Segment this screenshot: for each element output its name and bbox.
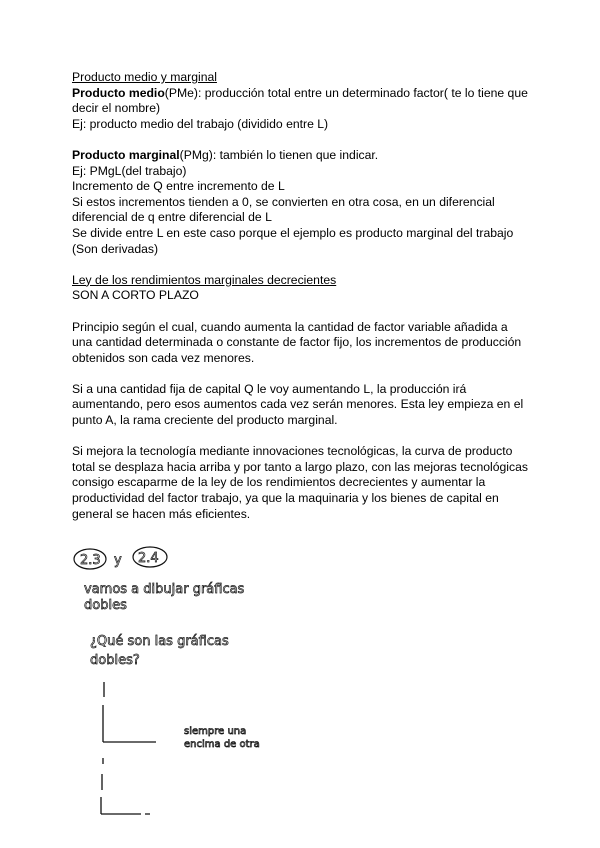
upper-graph-axis-y xyxy=(103,682,104,742)
hand-line-3: ¿Qué son las gráficas xyxy=(90,634,229,649)
pmg-line-4: Si estos incrementos tienden a 0, se convierten en otra cosa, en un diferencial xyxy=(72,194,495,209)
hand-line-2: dobles xyxy=(84,598,127,613)
pmg-definition: (PMg): también lo tienen que indicar. xyxy=(179,147,379,162)
p2-line-1: Si a una cantidad fija de capital Q le voy aumentando L, la producción irá xyxy=(72,381,467,396)
p3-line-1: Si mejora la tecnología mediante innovaciones tecnológicas, la curva de producto xyxy=(72,444,513,459)
pmg-line-6: Se divide entre L en este caso porque el ejemplo es producto marginal del trabajo xyxy=(72,225,514,240)
circle-2-3-label: 2.3 xyxy=(80,553,101,568)
hand-note-1: siempre una xyxy=(184,726,247,737)
hand-line-1: vamos a dibujar gráficas xyxy=(84,582,245,597)
pmg-term: Producto marginal xyxy=(72,147,180,162)
p1-line-2: una cantidad determinada o constante de factor fijo, los incrementos de producción xyxy=(72,335,522,350)
lower-graph-axis-y xyxy=(101,758,103,814)
hand-note-2: encima de otra xyxy=(184,739,260,750)
p1-line-3: obtenidos son cada vez menores. xyxy=(72,350,255,365)
pme-line-3: Ej: producto medio del trabajo (dividido entre L) xyxy=(72,116,329,131)
p3-line-5: general se hacen más eficientes. xyxy=(72,506,251,521)
pme-term: Producto medio xyxy=(72,85,165,100)
section-title-ley: Ley de los rendimientos marginales decrecientes xyxy=(72,272,337,287)
pmg-line-7: (Son derivadas) xyxy=(72,241,159,256)
pme-definition: (PMe): producción total entre un determinado factor( te lo tiene que xyxy=(164,85,528,100)
p2-line-2: aumentando, pero esos aumentos cada vez serán menores. Esta ley empieza en el xyxy=(72,397,524,412)
pmg-line-2: Ej: PMgL(del trabajo) xyxy=(72,163,187,178)
p3-line-4: productividad del factor trabajo, ya que la maquinaria y los bienes de capital en xyxy=(72,491,499,506)
p3-line-3: consigo escaparme de la ley de los rendimientos decrecientes y aumentar la xyxy=(72,475,486,490)
p3-line-2: total se desplaza hacia arriba y por tanto a largo plazo, con las mejoras tecnológicas xyxy=(72,459,528,474)
section-subtitle-corto-plazo: SON A CORTO PLAZO xyxy=(72,288,199,303)
connector-y: y xyxy=(114,553,122,568)
pmg-line-5: diferencial de q entre diferencial de L xyxy=(72,210,272,225)
p2-line-3: punto A, la rama creciente del producto marginal. xyxy=(72,413,338,428)
p1-line-1: Principio según el cual, cuando aumenta la cantidad de factor variable añadida a xyxy=(72,319,508,334)
pme-line-2: decir el nombre) xyxy=(72,101,161,116)
hand-line-4: dobles? xyxy=(90,653,140,668)
pmg-line-3: Incremento de Q entre incremento de L xyxy=(72,179,285,194)
circle-2-4-label: 2.4 xyxy=(138,551,159,566)
section-title-producto: Producto medio y marginal xyxy=(72,70,217,84)
